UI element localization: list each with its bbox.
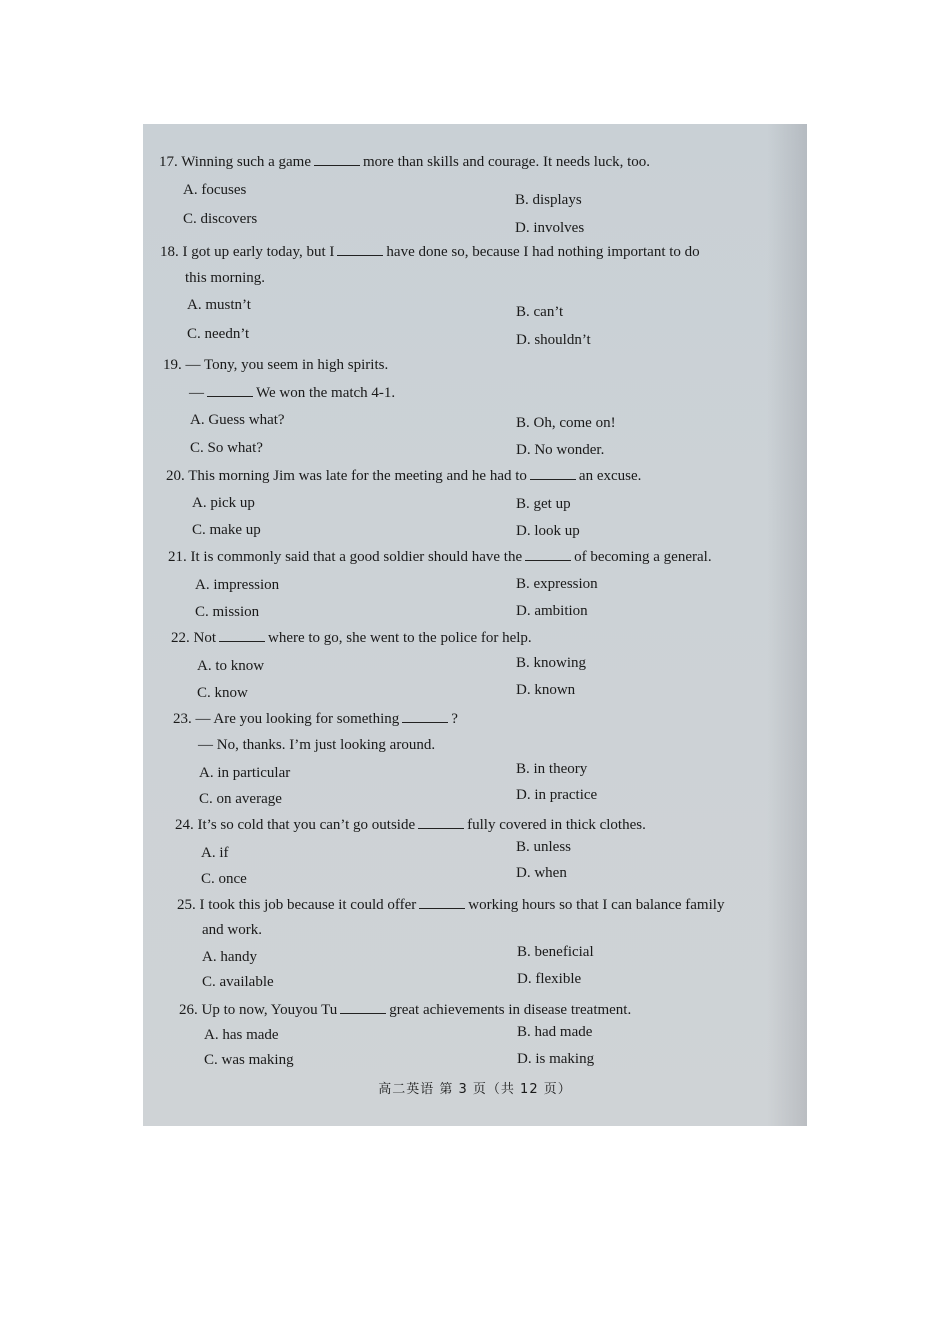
question-17: 17. Winning such a game more than skills and courage. It needs luck, too. xyxy=(159,154,651,170)
option: C. So what? xyxy=(190,440,263,456)
option: D. in practice xyxy=(516,787,598,803)
option: D. shouldn’t xyxy=(516,332,591,348)
option: B. Oh, come on! xyxy=(516,415,616,431)
option: C. was making xyxy=(204,1052,294,1068)
option: A. to know xyxy=(197,658,265,674)
option: A. focuses xyxy=(183,182,247,198)
option: C. needn’t xyxy=(187,326,250,342)
question-22: 22. Not where to go, she went to the police for help. xyxy=(171,630,532,646)
exam-page xyxy=(143,124,807,1126)
option: A. if xyxy=(201,845,229,861)
option: B. in theory xyxy=(516,761,588,777)
option: A. in particular xyxy=(199,765,291,781)
option: C. on average xyxy=(199,791,282,807)
option: C. available xyxy=(202,974,274,990)
option: D. look up xyxy=(516,523,580,539)
question-23-reply: — No, thanks. I’m just looking around. xyxy=(198,737,436,753)
question-18: 18. I got up early today, but I have done so, because I had nothing important to do xyxy=(160,244,700,260)
option: A. handy xyxy=(202,949,257,965)
option: C. once xyxy=(201,871,247,887)
question-25-cont: and work. xyxy=(202,922,262,938)
option: D. involves xyxy=(515,220,585,236)
question-21: 21. It is commonly said that a good soldier should have the of becoming a general. xyxy=(168,549,712,565)
question-20: 20. This morning Jim was late for the meeting and he had to an excuse. xyxy=(166,468,642,484)
question-24: 24. It’s so cold that you can’t go outside fully covered in thick clothes. xyxy=(175,817,646,833)
question-25: 25. I took this job because it could offer working hours so that I can balance family xyxy=(177,897,725,913)
option: A. impression xyxy=(195,577,280,593)
option: C. know xyxy=(197,685,248,701)
option: B. get up xyxy=(516,496,571,512)
option: D. is making xyxy=(517,1051,595,1067)
option: D. known xyxy=(516,682,576,698)
option: B. displays xyxy=(515,192,582,208)
page-footer: 高二英语 第 3 页（共 12 页） xyxy=(378,1082,572,1097)
option: D. flexible xyxy=(517,971,582,987)
question-19: 19. — Tony, you seem in high spirits. xyxy=(163,357,389,373)
option: A. has made xyxy=(204,1027,279,1043)
option: D. No wonder. xyxy=(516,442,605,458)
option: C. discovers xyxy=(183,211,258,227)
option: D. when xyxy=(516,865,567,881)
option: B. can’t xyxy=(516,304,564,320)
option: B. knowing xyxy=(516,655,587,671)
option: D. ambition xyxy=(516,603,588,619)
option: C. make up xyxy=(192,522,261,538)
option: A. mustn’t xyxy=(187,297,251,313)
question-18-cont: this morning. xyxy=(185,270,266,286)
option: B. expression xyxy=(516,576,598,592)
question-23: 23. — Are you looking for something ? xyxy=(173,711,458,727)
option: B. unless xyxy=(516,839,572,855)
option: A. pick up xyxy=(192,495,255,511)
option: B. beneficial xyxy=(517,944,594,960)
option: C. mission xyxy=(195,604,260,620)
question-19-reply: — We won the match 4-1. xyxy=(189,385,396,401)
option: A. Guess what? xyxy=(190,412,285,428)
question-26: 26. Up to now, Youyou Tu great achievements in disease treatment. xyxy=(179,1002,632,1018)
option: B. had made xyxy=(517,1024,593,1040)
